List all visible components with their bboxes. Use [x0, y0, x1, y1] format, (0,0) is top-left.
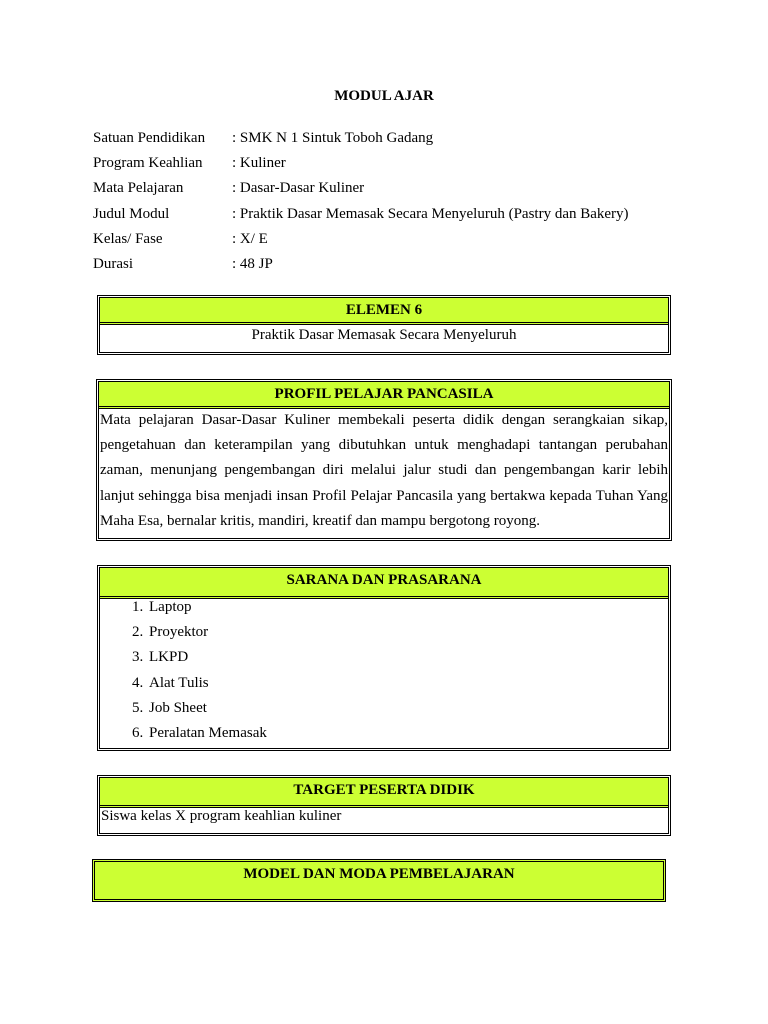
sarana-list	[100, 595, 668, 746]
target-box	[97, 775, 671, 836]
list-item: 6. Peralatan Memasak	[147, 721, 668, 746]
list-item: 4. Alat Tulis	[147, 671, 668, 696]
list-item: 2. Proyektor	[147, 620, 668, 645]
meta-value: : SMK N 1 Sintuk Toboh Gadang	[232, 130, 434, 146]
meta-row-kelas	[93, 230, 629, 255]
target-body: Siswa kelas X program keahlian kuliner	[101, 808, 342, 824]
elemen-box	[97, 295, 671, 355]
meta-row-program	[93, 154, 629, 179]
meta-label: Mata Pelajaran	[93, 180, 184, 197]
list-item: 5. Job Sheet	[147, 696, 668, 721]
sarana-box	[97, 565, 671, 751]
list-item: 3. LKPD	[147, 645, 668, 670]
elemen-body: Praktik Dasar Memasak Secara Menyeluruh	[251, 327, 517, 343]
meta-value: : 48 JP	[232, 255, 273, 272]
meta-row-judul	[93, 205, 629, 230]
meta-row-satuan	[93, 129, 629, 154]
module-meta	[93, 129, 629, 280]
model-header: MODEL DAN MODA PEMBELAJARAN	[95, 862, 663, 889]
meta-value: : Dasar-Dasar Kuliner	[232, 180, 365, 197]
page-title: MODUL AJAR	[334, 88, 434, 104]
meta-value: : Praktik Dasar Memasak Secara Menyeluruh (Pastry dan Bakery)	[232, 205, 629, 222]
meta-label: Satuan Pendidikan	[93, 130, 206, 146]
meta-row-mapel	[93, 179, 629, 204]
elemen-header: ELEMEN 6	[100, 298, 668, 325]
meta-label: Durasi	[93, 255, 133, 272]
profil-paragraph: Mata pelajaran Dasar-Dasar Kuliner membekali peserta didik dengan serangkaian sikap, pengetahuan dan keterampilan yang dibutuhkan untuk menghadapi tantangan perubahan zaman, menunjang pengembangan diri melalui jalur studi dan pengembangan karir lebih lanjut sehingga bisa menjadi insan Profil Pelajar Pancasila yang bertakwa kepada Tuhan Yang Maha Esa, bernalar kritis, mandiri, kreatif dan mampu bergotong royong.	[100, 412, 668, 529]
profil-box	[96, 379, 672, 541]
meta-label: Program Keahlian	[93, 155, 203, 172]
sarana-header: SARANA DAN PRASARANA	[100, 568, 668, 599]
meta-value: : Kuliner	[232, 155, 286, 172]
meta-value: : X/ E	[232, 230, 268, 247]
model-box	[92, 859, 666, 902]
target-header: TARGET PESERTA DIDIK	[100, 778, 668, 808]
meta-row-durasi	[93, 255, 629, 280]
profil-header: PROFIL PELAJAR PANCASILA	[99, 382, 669, 409]
meta-label: Judul Modul	[93, 205, 170, 222]
meta-label: Kelas/ Fase	[93, 230, 163, 247]
list-item: 1. Laptop	[147, 595, 668, 620]
